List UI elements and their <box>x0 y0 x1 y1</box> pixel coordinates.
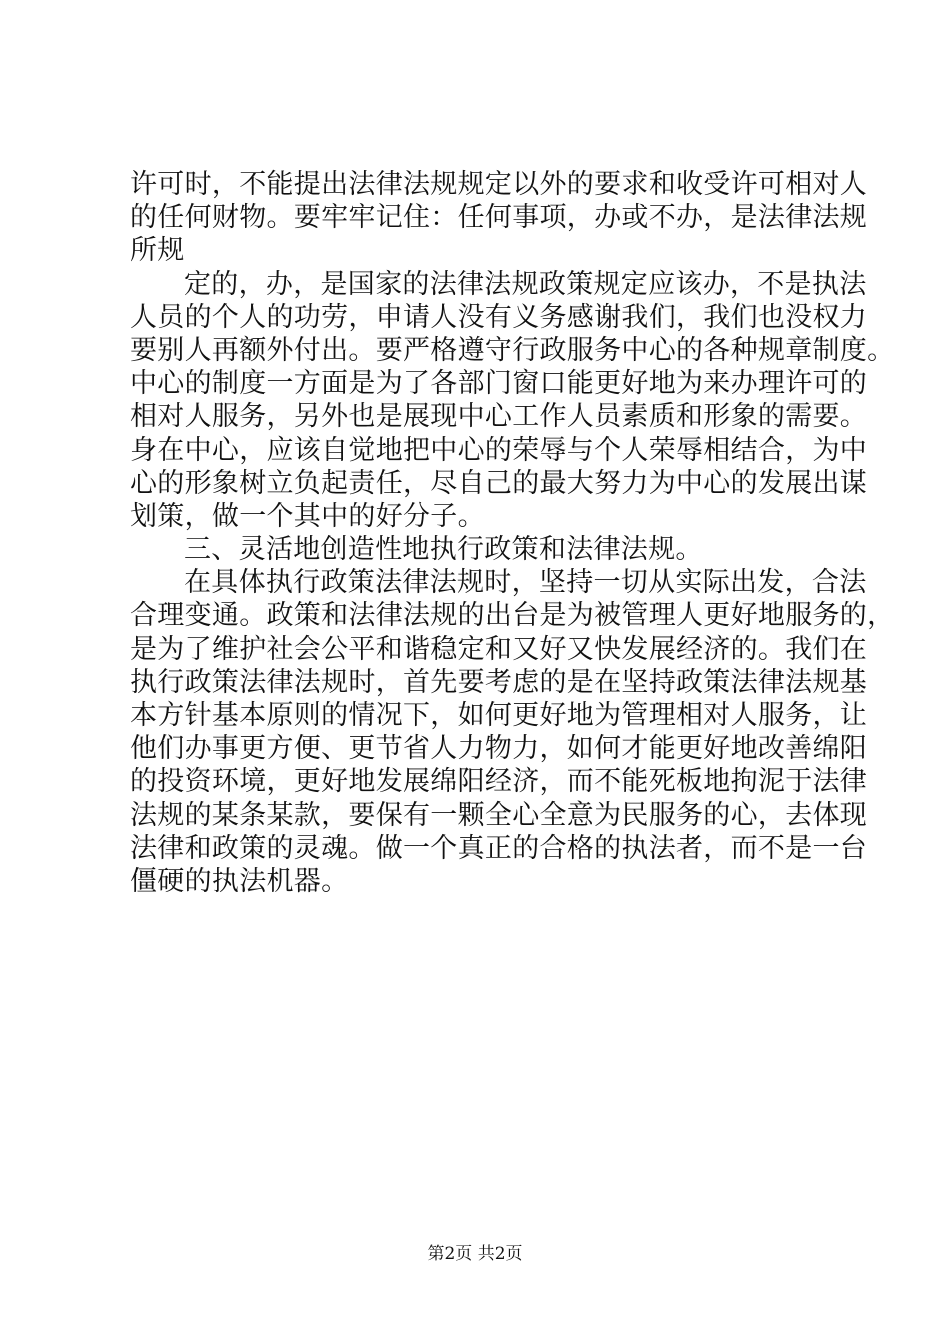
text-line: 是为了维护社会公平和谐稳定和又好又快发展经济的。我们在 <box>130 633 868 665</box>
document-body <box>130 168 895 898</box>
page-footer: 第2页 共2页 <box>427 1244 523 1264</box>
text-line: 中心的制度一方面是为了各部门窗口能更好地为来办理许可的 <box>130 368 868 400</box>
text-line: 僵硬的执法机器。 <box>130 865 349 897</box>
text-line: 执行政策法律法规时，首先要考虑的是在坚持政策法律法规基 <box>130 666 868 698</box>
text-line: 划策，做一个其中的好分子。 <box>130 500 485 532</box>
text-line: 法规的某条某款，要保有一颗全心全意为民服务的心，去体现 <box>130 799 868 831</box>
text-line: 所规 <box>130 235 185 267</box>
text-line: 三、灵活地创造性地执行政策和法律法规。 <box>184 534 703 566</box>
text-line: 身在中心，应该自觉地把中心的荣辱与个人荣辱相结合，为中 <box>130 434 868 466</box>
text-line: 心的形象树立负起责任，尽自己的最大努力为中心的发展出谋 <box>130 467 868 499</box>
text-line: 在具体执行政策法律法规时，坚持一切从实际出发，合法 <box>184 567 867 599</box>
text-line: 定的，办，是国家的法律法规政策规定应该办，不是执法 <box>184 268 867 300</box>
text-line: 他们办事更方便、更节省人力物力，如何才能更好地改善绵阳 <box>130 733 868 765</box>
text-line: 的任何财物。要牢牢记住：任何事项，办或不办，是法律法规 <box>130 202 868 234</box>
text-line: 相对人服务，另外也是展现中心工作人员素质和形象的需要。 <box>130 401 868 433</box>
text-line: 人员的个人的功劳，申请人没有义务感谢我们，我们也没权力 <box>130 301 868 333</box>
text-line: 要别人再额外付出。要严格遵守行政服务中心的各种规章制度。 <box>130 334 895 366</box>
text-line: 许可时，不能提出法律法规规定以外的要求和收受许可相对人 <box>130 169 868 200</box>
text-line: 合理变通。政策和法律法规的出台是为被管理人更好地服务的， <box>130 600 895 632</box>
text-line: 法律和政策的灵魂。做一个真正的合格的执法者，而不是一台 <box>130 832 868 864</box>
text-line: 本方针基本原则的情况下，如何更好地为管理相对人服务，让 <box>130 700 868 731</box>
text-line: 的投资环境，更好地发展绵阳经济，而不能死板地拘泥于法律 <box>130 766 868 798</box>
